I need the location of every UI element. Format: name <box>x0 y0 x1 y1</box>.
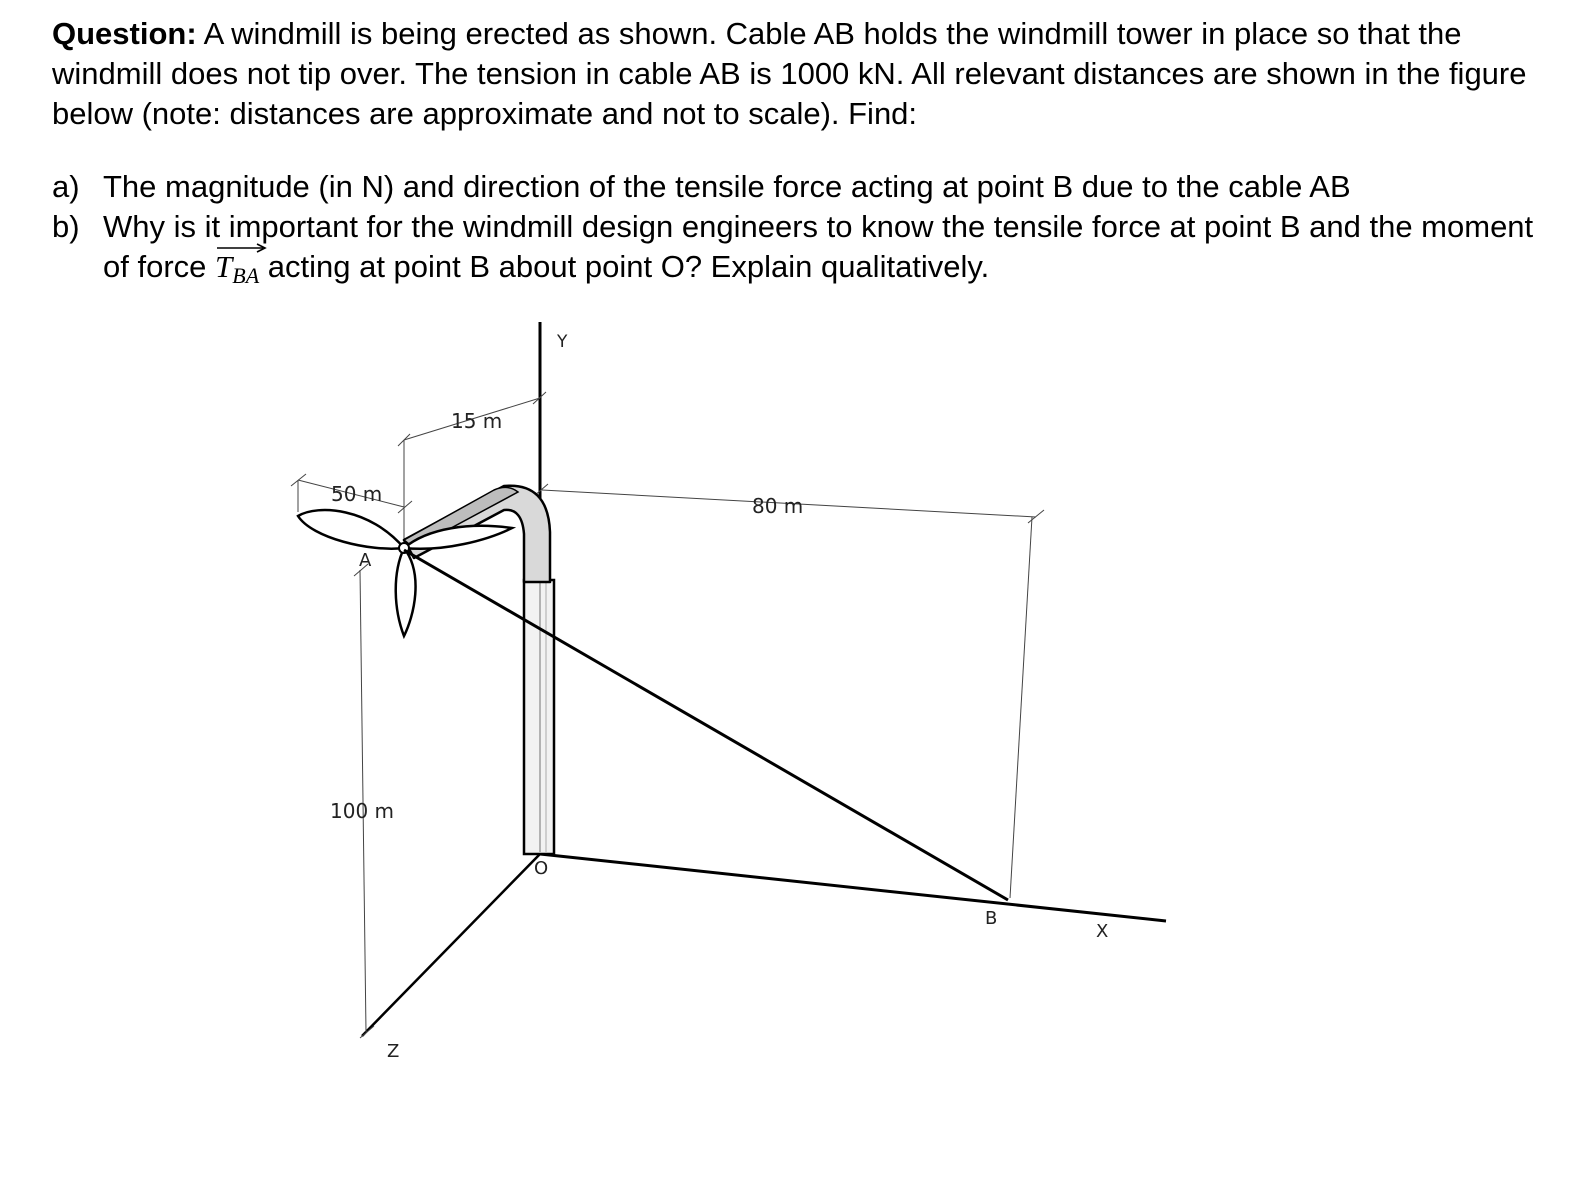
dim-80-drop-line <box>1010 517 1032 898</box>
origin-label: O <box>534 858 549 879</box>
point-a-label: A <box>359 550 372 571</box>
x-axis <box>540 854 1166 921</box>
dim-80-label: 80 m <box>752 494 804 518</box>
part-b-text-after: acting at point B about point O? Explain qualitatively. <box>259 249 990 284</box>
dim-100-label: 100 m <box>330 799 395 823</box>
part-a-text: The magnitude (in N) and direction of the tensile force acting at point B due to the cable AB <box>103 169 1351 204</box>
part-b-marker: b) <box>52 209 80 244</box>
question-text: A windmill is being erected as shown. Cable AB holds the windmill tower in place so that the windmill does not tip over. The tension in cable AB is 1000 kN. All relevant distances are shown in the figure below (note: distances are approximate and not to scale). Find: <box>52 16 1527 131</box>
cable-ab <box>404 550 1008 900</box>
axis-x-label: X <box>1096 921 1109 942</box>
blade-right <box>404 526 512 549</box>
blade-down <box>396 548 416 636</box>
dim-50-label: 50 m <box>331 482 383 506</box>
axis-z-label: Z <box>387 1041 400 1062</box>
force-subscript: BA <box>232 263 260 288</box>
question-label: Question: <box>52 16 197 51</box>
part-a-marker: a) <box>52 169 80 204</box>
point-b-label: B <box>985 908 998 929</box>
axis-y-label: Y <box>557 332 568 352</box>
force-symbol: T <box>215 249 233 284</box>
z-axis <box>362 854 540 1036</box>
part-b-text-before: Why is it important for the windmill design engineers to know the tensile force at point B and the moment of force <box>103 209 1534 284</box>
dim-15-label: 15 m <box>451 409 503 433</box>
blade-left <box>298 510 404 549</box>
